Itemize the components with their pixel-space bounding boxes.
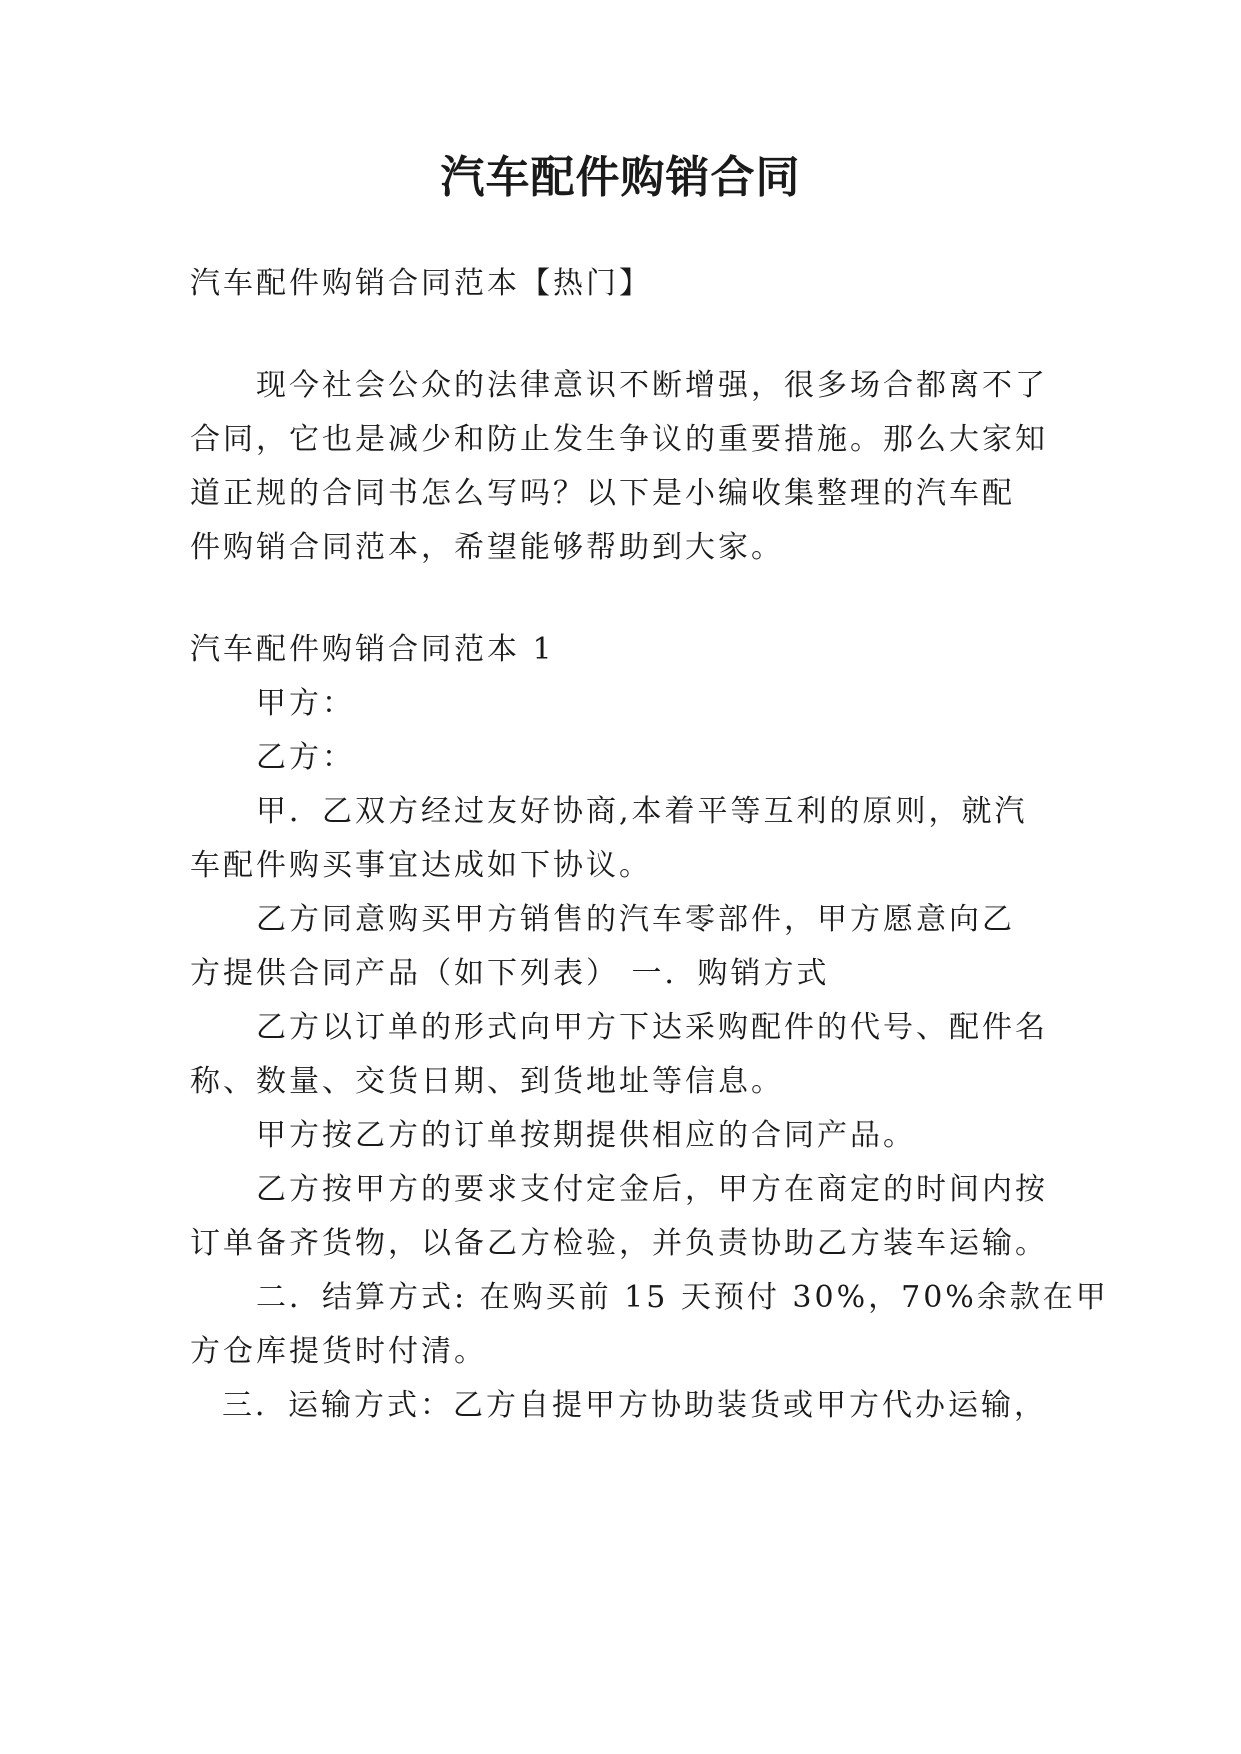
body-line-3: 乙方同意购买甲方销售的汽车零部件，甲方愿意向乙 xyxy=(256,902,1015,937)
body-line-10: 二．结算方式: 在购买前 15 天预付 30%，70%余款在甲 xyxy=(256,1280,1109,1315)
intro-line-1: 现今社会公众的法律意识不断增强，很多场合都离不了 xyxy=(256,368,1048,403)
body-line-1: 甲．乙双方经过友好协商,本着平等互利的原则，就汽 xyxy=(256,794,1028,829)
body-line-6: 称、数量、交货日期、到货地址等信息。 xyxy=(190,1064,784,1099)
document-title: 汽车配件购销合同 xyxy=(440,152,801,203)
body-line-12: 三．运输方式：乙方自提甲方协助装货或甲方代办运输， xyxy=(222,1388,1047,1423)
document-subtitle: 汽车配件购销合同范本【热门】 xyxy=(190,266,652,301)
party-a-label: 甲方： xyxy=(256,686,355,721)
section-heading: 汽车配件购销合同范本 1 xyxy=(190,632,555,667)
body-line-2: 车配件购买事宜达成如下协议。 xyxy=(190,848,652,883)
intro-line-4: 件购销合同范本，希望能够帮助到大家。 xyxy=(190,530,784,565)
party-b-label: 乙方： xyxy=(256,740,355,775)
body-line-8: 乙方按甲方的要求支付定金后，甲方在商定的时间内按 xyxy=(256,1172,1048,1207)
body-line-5: 乙方以订单的形式向甲方下达采购配件的代号、配件名 xyxy=(256,1010,1048,1045)
body-line-7: 甲方按乙方的订单按期提供相应的合同产品。 xyxy=(256,1118,916,1153)
intro-line-2: 合同，它也是减少和防止发生争议的重要措施。那么大家知 xyxy=(190,422,1048,457)
body-line-9: 订单备齐货物，以备乙方检验，并负责协助乙方装车运输。 xyxy=(190,1226,1048,1261)
body-line-4: 方提供合同产品（如下列表） 一．购销方式 xyxy=(190,956,830,991)
intro-line-3: 道正规的合同书怎么写吗？以下是小编收集整理的汽车配 xyxy=(190,476,1015,511)
body-line-11: 方仓库提货时付清。 xyxy=(190,1334,487,1369)
